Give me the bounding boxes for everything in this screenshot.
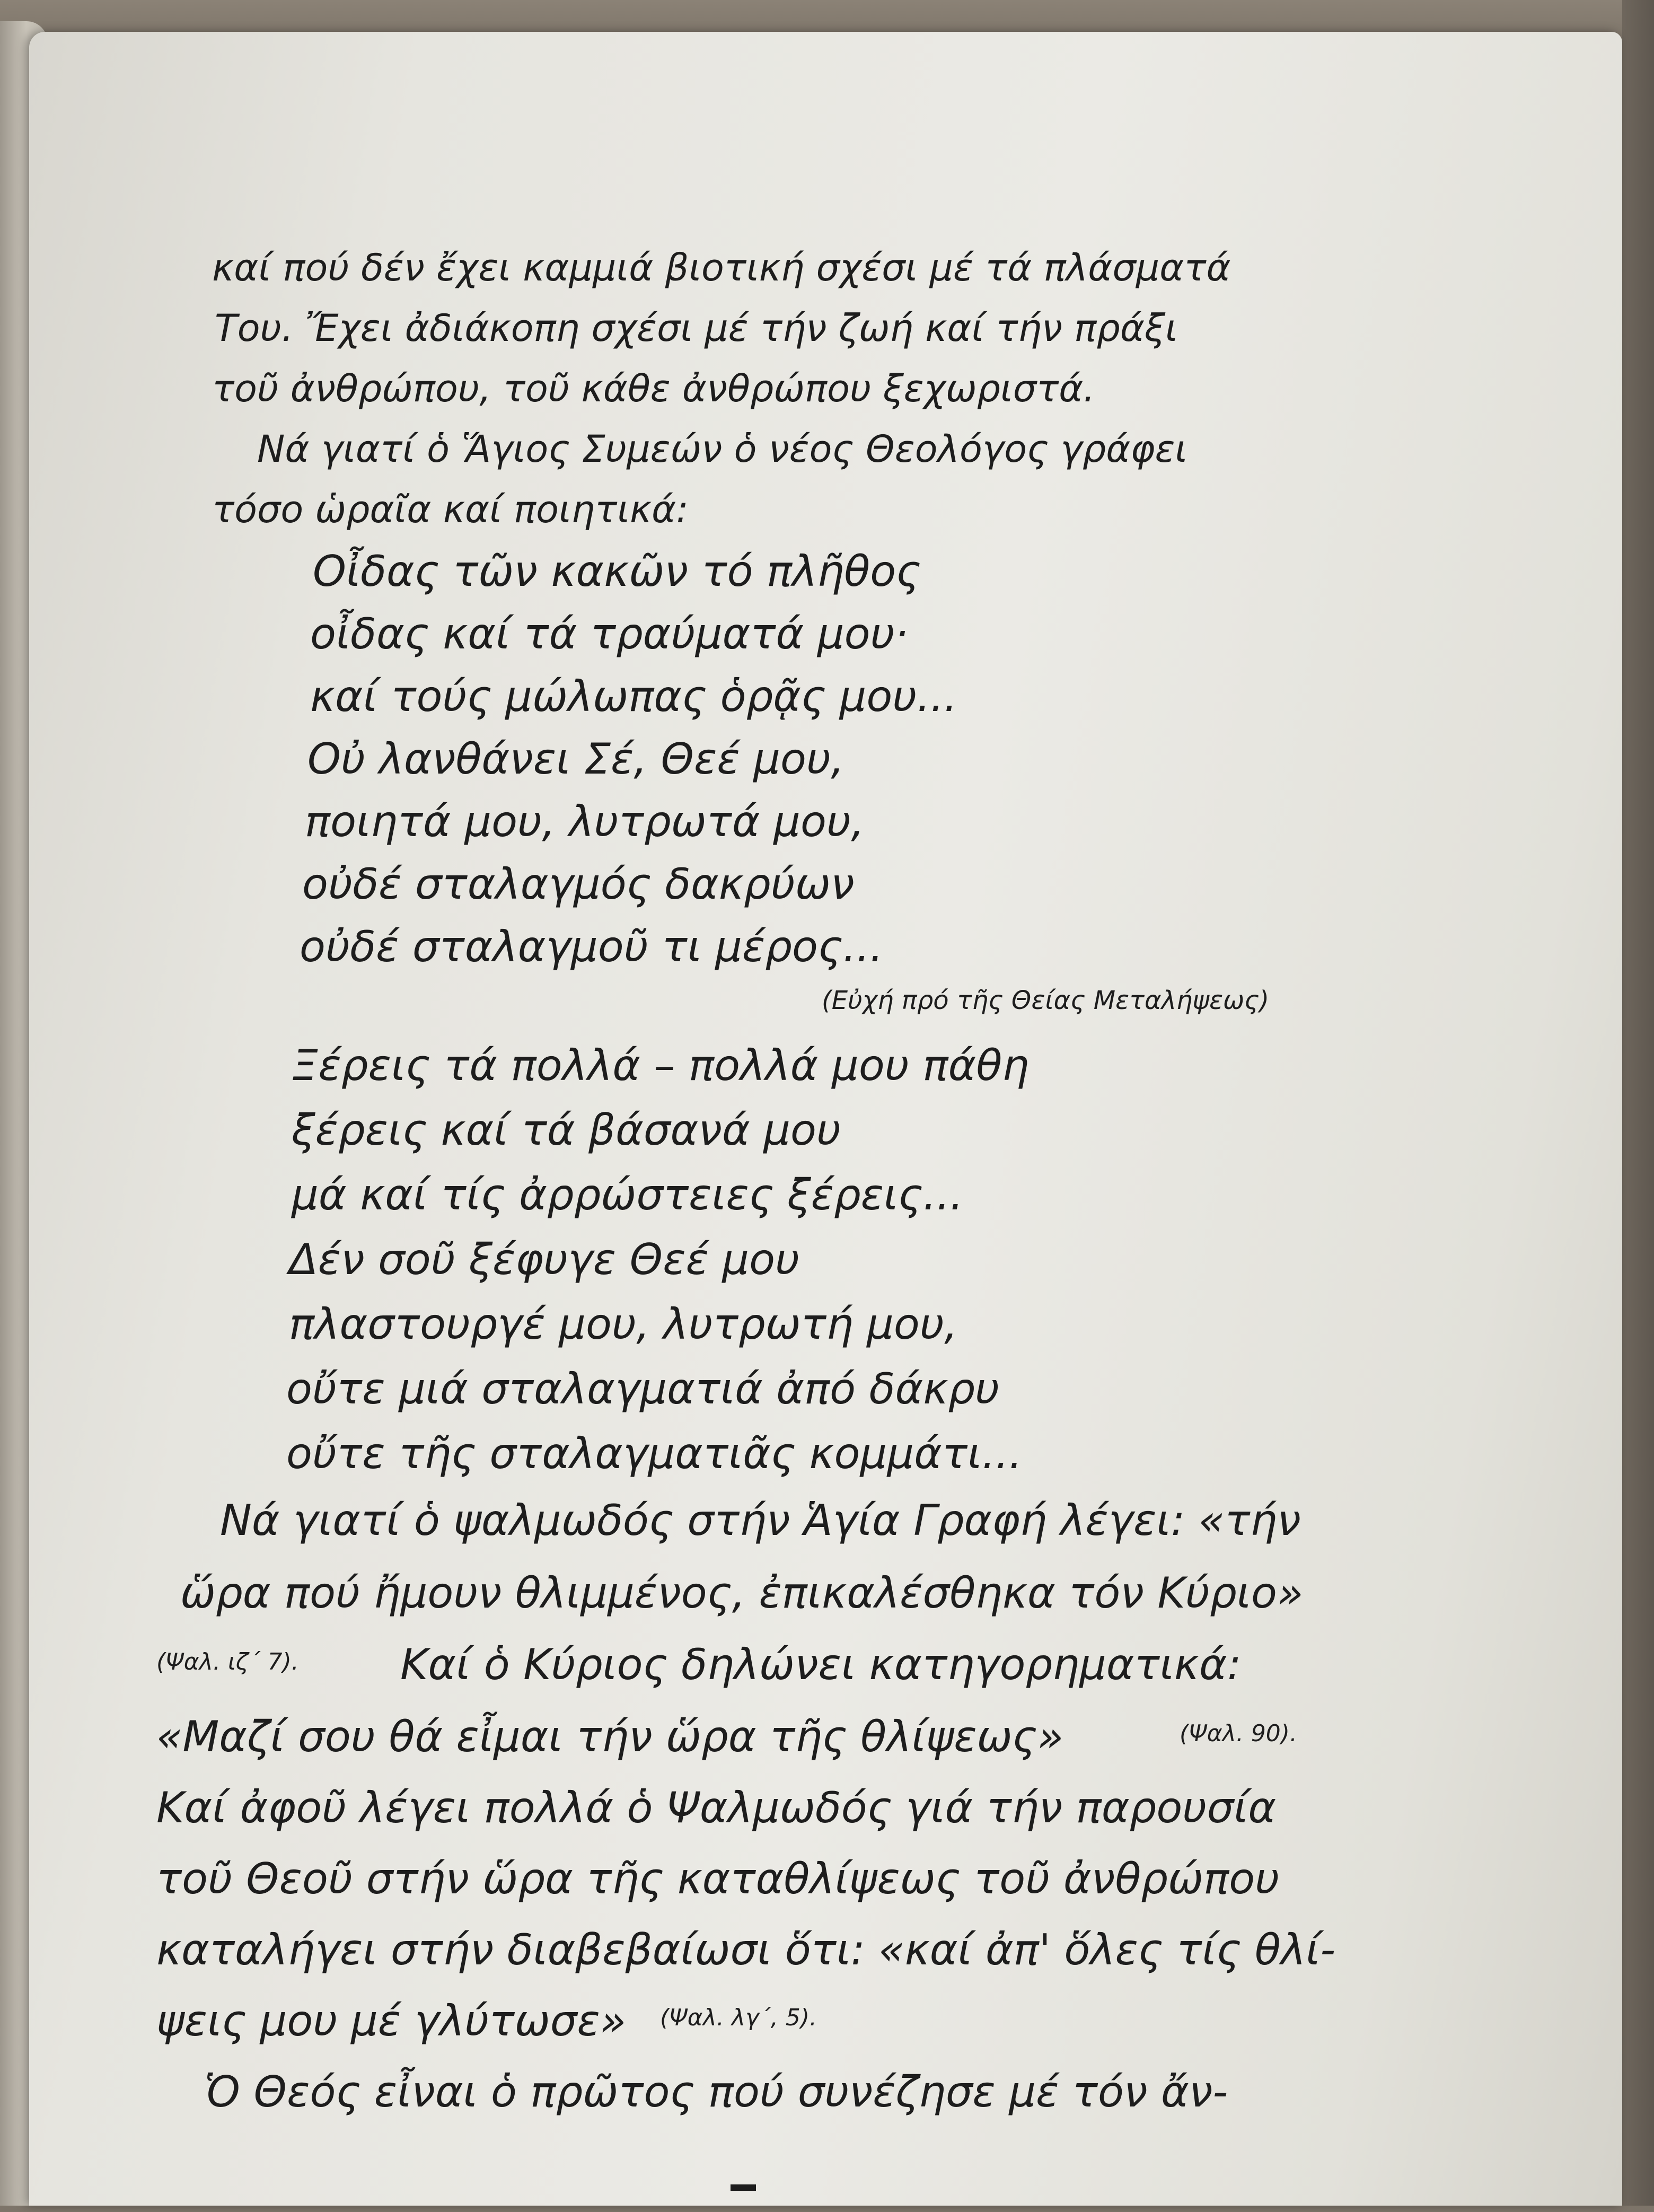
text-line: Καί ὁ Κύριος δηλώνει κατηγορηματικά:	[400, 1640, 1242, 1689]
text-line: ψεις μου μέ γλύτωσε»	[156, 1996, 627, 2046]
book-page	[29, 32, 1622, 2206]
citation: (Ψαλ. 90).	[1180, 1720, 1297, 1747]
text-line: Του. Ἔχει ἀδιάκοπη σχέσι μέ τήν ζωή καί τήν πράξι	[215, 306, 1178, 350]
verse-line: Οὐ λανθάνει Σέ, Θεέ μου,	[307, 734, 844, 784]
citation: (Ψαλ. ιζ΄ 7).	[156, 1648, 299, 1675]
page-number-fragment	[731, 2184, 756, 2212]
text-line: «Μαζί σου θά εἶμαι τήν ὥρα τῆς θλίψεως»	[156, 1712, 1063, 1761]
verse-line: Ξέρεις τά πολλά – πολλά μου πάθη	[292, 1041, 1030, 1090]
verse-line: οὔτε μιά σταλαγματιά ἀπό δάκρυ	[286, 1364, 1000, 1414]
text-line: Ὁ Θεός εἶναι ὁ πρῶτος πού συνέζησε μέ τόν ἄν-	[204, 2067, 1228, 2117]
verse-line: ξέρεις καί τά βάσανά μου	[292, 1105, 841, 1155]
text-line: καταλήγει στήν διαβεβαίωσι ὅτι: «καί ἀπ' ὅλες τίς θλί-	[156, 1925, 1336, 1974]
verse-line: πλαστουργέ μου, λυτρωτή μου,	[289, 1300, 958, 1349]
text-line: Νά γιατί ὁ ψαλμωδός στήν Ἁγία Γραφή λέγει: «τήν	[220, 1496, 1301, 1545]
text-line: ὥρα πού ἤμουν θλιμμένος, ἐπικαλέσθηκα τόν Κύριο»	[180, 1568, 1304, 1618]
text-line: Καί ἀφοῦ λέγει πολλά ὁ Ψαλμωδός γιά τήν παρουσία	[156, 1783, 1277, 1832]
verse-line: Οἶδας τῶν κακῶν τό πλῆθος	[313, 547, 921, 596]
text-line: τόσο ὡραῖα καί ποιητικά:	[212, 488, 689, 531]
text-line: τοῦ Θεοῦ στήν ὥρα τῆς καταθλίψεως τοῦ ἀνθρώπου	[156, 1854, 1280, 1903]
verse-line: οὔτε τῆς σταλαγματιᾶς κομμάτι...	[286, 1429, 1023, 1478]
text-line: τοῦ ἀνθρώπου, τοῦ κάθε ἀνθρώπου ξεχωριστά.	[212, 367, 1095, 410]
verse-line: οὐδέ σταλαγμοῦ τι μέρος...	[300, 922, 884, 971]
verse-line: οἶδας καί τά τραύματά μου·	[310, 609, 909, 659]
verse-line: ποιητά μου, λυτρωτά μου,	[305, 797, 865, 846]
verse-line: καί τούς μώλωπας ὁρᾷς μου...	[310, 672, 957, 721]
verse-source: (Εὐχή πρό τῆς Θείας Μεταλήψεως)	[822, 986, 1270, 1015]
citation: (Ψαλ. λγ΄, 5).	[660, 2004, 817, 2031]
background-surface-right	[1622, 0, 1654, 2206]
verse-line: οὐδέ σταλαγμός δακρύων	[302, 859, 855, 909]
text-line: καί πού δέν ἔχει καμμιά βιοτική σχέσι μέ τά πλάσματά	[212, 246, 1231, 289]
verse-line: Δέν σοῦ ξέφυγε Θεέ μου	[289, 1235, 800, 1284]
text-line: Νά γιατί ὁ Ἅγιος Συμεών ὁ νέος Θεολόγος γράφει	[257, 427, 1188, 471]
verse-line: μά καί τίς ἀρρώστειες ξέρεις...	[292, 1170, 964, 1219]
